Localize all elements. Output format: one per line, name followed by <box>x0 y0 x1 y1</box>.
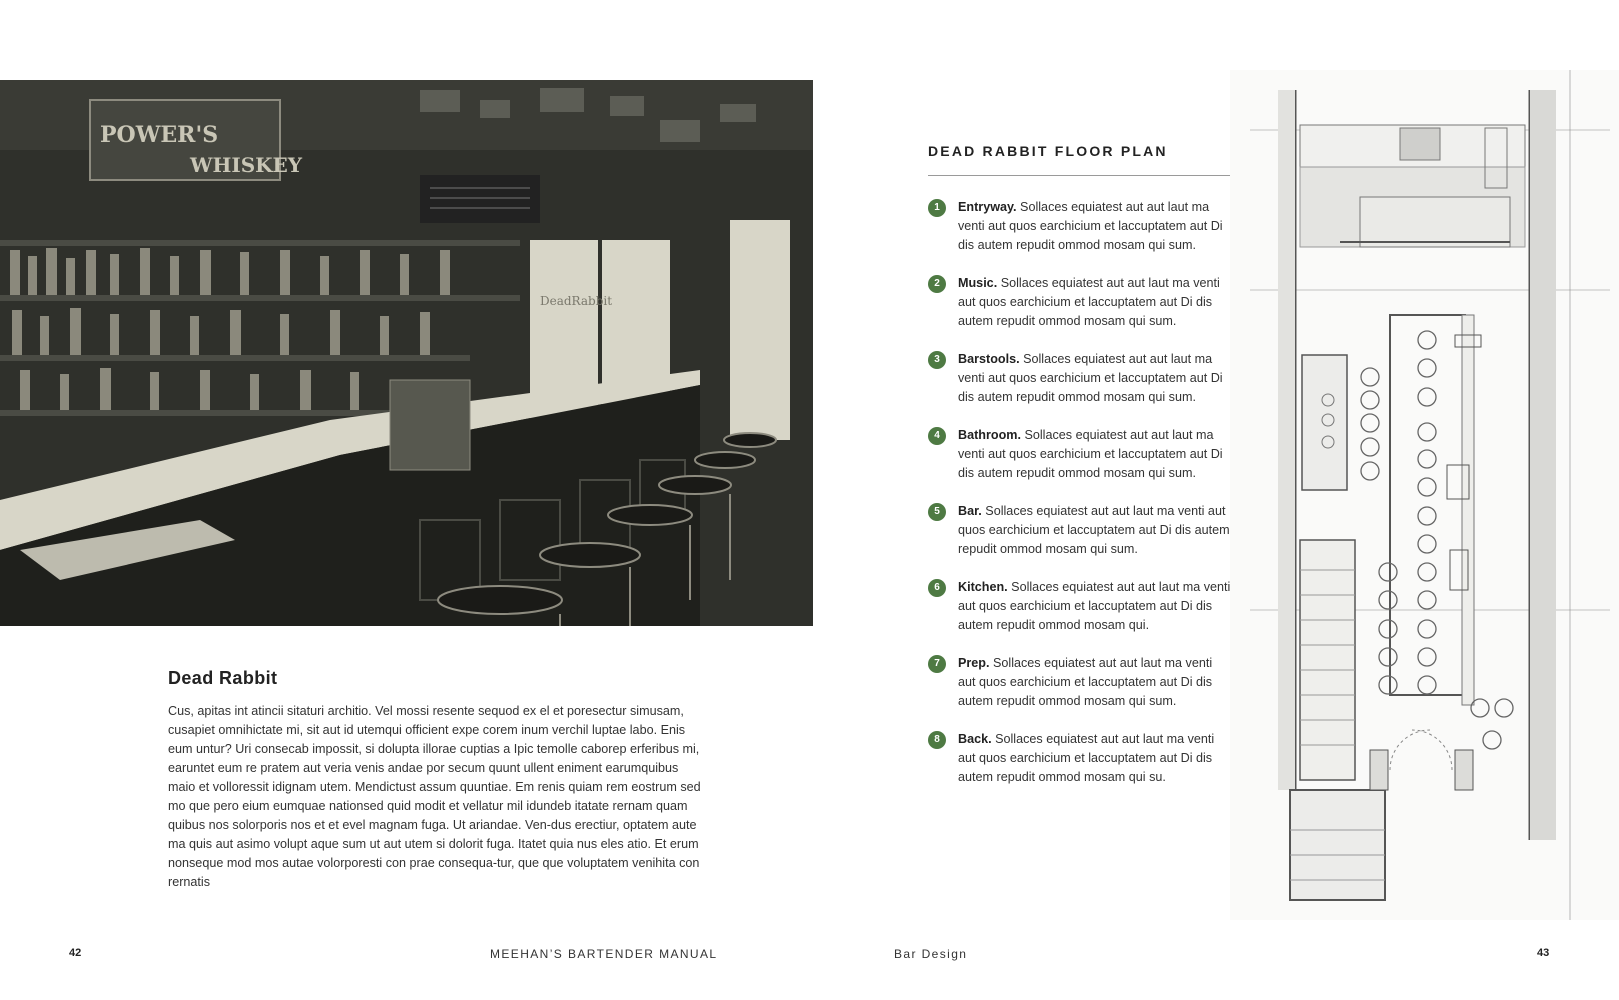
sign-text-1: POWER'S <box>100 122 219 148</box>
page-number-right: 43 <box>1537 947 1550 959</box>
legend-item <box>928 198 1232 255</box>
legend-label: Bar. <box>958 504 982 518</box>
legend-text: Sollaces equiatest aut aut laut ma venti aut quos earchicium et laccuptatem aut Di dis autem repudit ommod mosam qui sum. <box>958 656 1213 708</box>
running-head-left: MEEHAN’S BARTENDER MANUAL <box>490 947 718 961</box>
legend-label: Barstools. <box>958 352 1020 366</box>
legend-label: Kitchen. <box>958 580 1008 594</box>
legend-item <box>928 654 1232 711</box>
legend-text: Sollaces equiatest aut aut laut ma venti aut quos earchicium et laccuptatem aut Di dis autem repudit ommod mosam qui sum. <box>958 276 1220 328</box>
legend-text: Sollaces equiatest aut aut laut ma venti aut quos earchicium et laccuptatem aut Di dis autem repudit ommod mosam qui. <box>958 580 1231 632</box>
legend-number-badge: 4 <box>928 427 946 445</box>
legend-text: Sollaces equiatest aut aut laut ma venti aut quos earchicium et laccuptatem aut Di dis autem repudit ommod mosam qui su. <box>958 732 1215 784</box>
floor-plan-title: DEAD RABBIT FLOOR PLAN <box>928 143 1168 159</box>
legend-number-badge: 1 <box>928 199 946 217</box>
legend-label: Music. <box>958 276 998 290</box>
legend-item <box>928 578 1232 635</box>
title-rule <box>928 175 1230 176</box>
legend-item <box>928 350 1232 407</box>
legend-item <box>928 426 1232 483</box>
legend-number-badge: 7 <box>928 655 946 673</box>
legend-label: Bathroom. <box>958 428 1021 442</box>
floor-plan-drawing <box>1230 70 1619 920</box>
sign-text-2: WHISKEY <box>190 153 303 177</box>
legend-text: Sollaces equiatest aut aut laut ma venti aut quos earchicium et laccuptatem aut Di dis autem repudit ommod mosam qui sum. <box>958 428 1223 480</box>
legend-number-badge: 6 <box>928 579 946 597</box>
legend-item <box>928 274 1232 331</box>
legend-number-badge: 2 <box>928 275 946 293</box>
floor-plan-legend <box>928 198 1232 787</box>
window-text: DeadRabbit <box>540 294 613 308</box>
legend-text: Sollaces equiatest aut aut laut ma venti aut quos earchicium et laccuptatem aut Di dis autem repudit ommod mosam qui sum. <box>958 504 1230 556</box>
legend-label: Entryway. <box>958 200 1017 214</box>
legend-label: Prep. <box>958 656 990 670</box>
legend-number-badge: 5 <box>928 503 946 521</box>
legend-text: Sollaces equiatest aut aut laut ma venti aut quos earchicium et laccuptatem aut Di dis autem repudit ommod mosam qui sum. <box>958 352 1223 404</box>
legend-label: Back. <box>958 732 992 746</box>
left-page <box>0 0 809 1000</box>
article-body: Cus, apitas int atincii sitaturi architio. Vel mossi resente sequod ex el et poresectur simusam, cusapiet omnihictate mi, sit aut id utemqui officient expe corem inum verchil luptae labo. Enis eum untur? Uri consecab impossit, si dolupta illorae cuptias a Ipic temolle caborep erferibus mi, earuntet eum re pratem aut veria venis andae por secum quunt ullent eniment earumquibus maio et volloressit idignam utem. Mendictust assum quuntiae. Em renis quiam rem eostrum sed mo que pero eium eumquae nationsed quid modit et vellatur mil idundeb itatate rernam quam quibus nos solorporis nos et et evel magnam fuga. Ut ariandae. Ven-dus erectiur, optatem aute ma quis aut asimo volupt aque sum ut aut utem si dolorit fuga. Itatet quia nus eles atio. Et erum nonseque mod mos autae volorporesti con prae consequa-tur, que que voluptatem venihita con rernatis <box>168 704 701 889</box>
right-page <box>810 0 1619 1000</box>
page-number-left: 42 <box>69 947 82 959</box>
legend-text: Sollaces equiatest aut aut laut ma venti aut quos earchicium et laccuptatem aut Di dis autem repudit ommod mosam qui sum. <box>958 200 1223 252</box>
legend-item <box>928 502 1232 559</box>
legend-number-badge: 3 <box>928 351 946 369</box>
legend-number-badge: 8 <box>928 731 946 749</box>
bar-interior-illustration <box>0 80 813 626</box>
article-title: Dead Rabbit <box>168 668 278 688</box>
legend-item <box>928 730 1232 787</box>
running-head-right: Bar Design <box>894 947 968 961</box>
